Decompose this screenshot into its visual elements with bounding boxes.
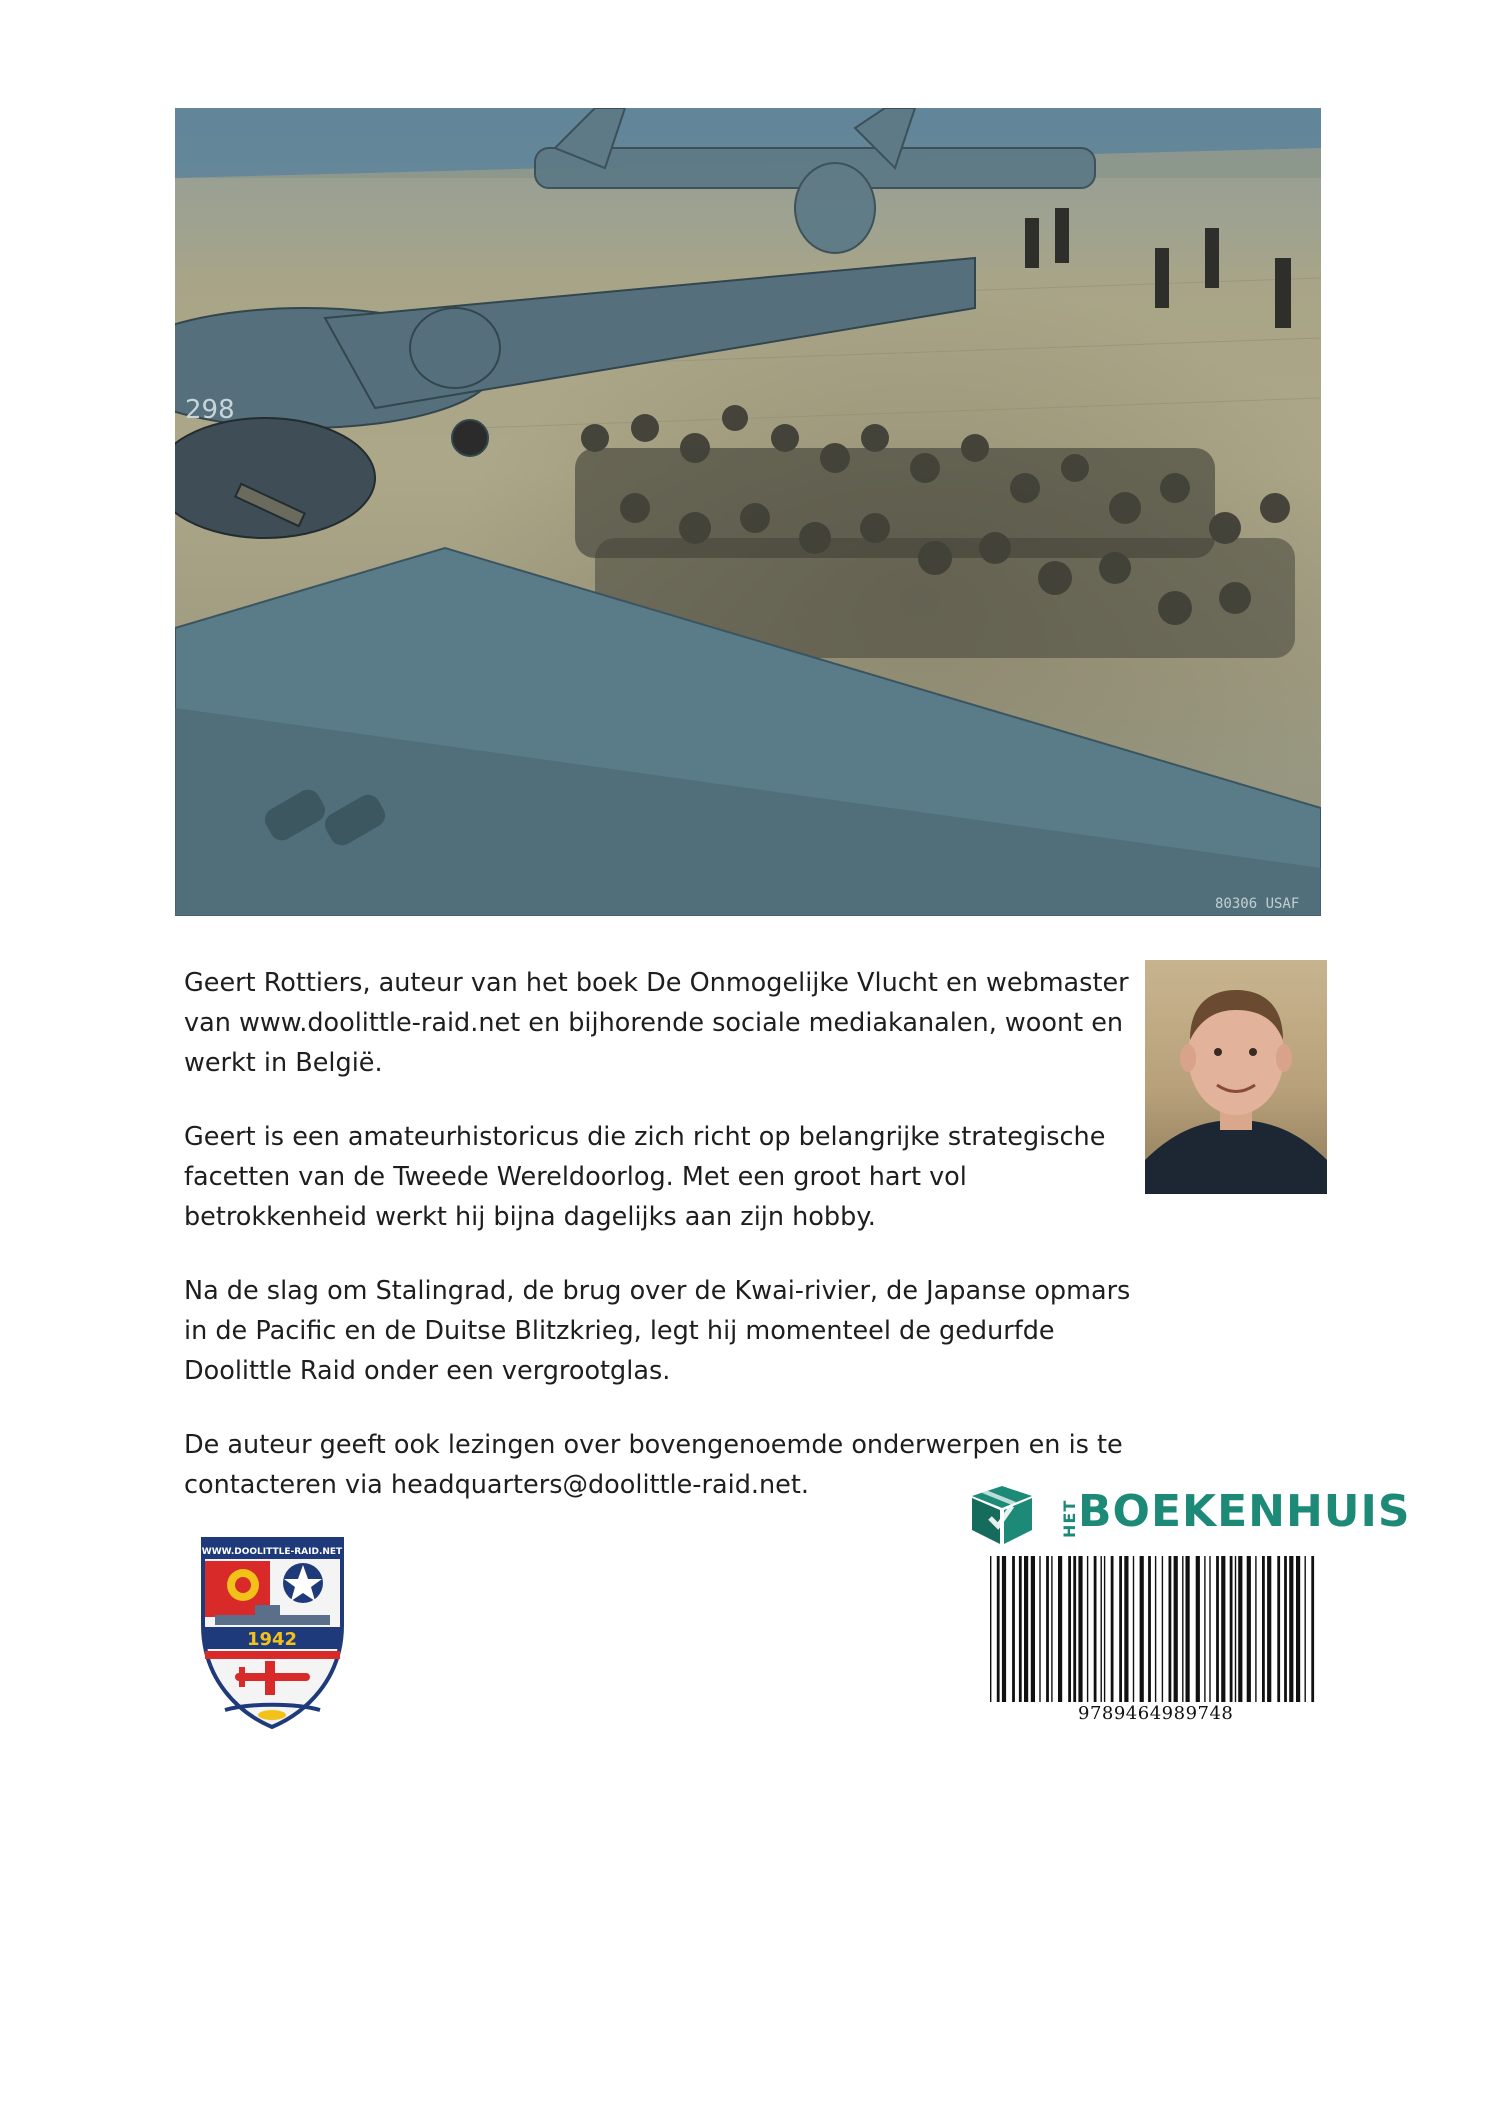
barcode-bar [1216, 1556, 1219, 1702]
barcode-bar [1174, 1556, 1178, 1702]
publisher-logo [968, 1480, 1411, 1550]
badge-year: 1942 [246, 1629, 298, 1650]
author-photo [1145, 960, 1327, 1194]
barcode-bar [1196, 1556, 1200, 1702]
barcode-bar [1039, 1556, 1040, 1702]
barcode-bar [1209, 1556, 1210, 1702]
barcode-bar [1267, 1556, 1271, 1702]
barcode-bar [1101, 1556, 1102, 1702]
barcode-bar [1296, 1556, 1300, 1702]
photo-code: 80306 USAF [1215, 896, 1300, 912]
barcode-bar [1277, 1556, 1280, 1702]
barcode-bar [1311, 1556, 1314, 1702]
box-icon [968, 1480, 1038, 1546]
barcode-bar [1068, 1556, 1071, 1702]
barcode-bar [1078, 1556, 1082, 1702]
barcode-bar [1140, 1556, 1144, 1702]
barcode-bar [1289, 1556, 1293, 1702]
shield-logo-icon [195, 1535, 350, 1730]
aircraft-carrier-scene [175, 108, 1321, 916]
barcode-bar [1133, 1556, 1134, 1702]
barcode-bar [1073, 1556, 1076, 1702]
barcode-bar [1238, 1556, 1242, 1702]
barcode-bar [1104, 1556, 1105, 1702]
barcode-bar [1182, 1556, 1183, 1702]
barcode-bar [1262, 1556, 1265, 1702]
isbn-number: 9789464989748 [1078, 1703, 1234, 1724]
barcode-bar [1148, 1556, 1151, 1702]
author-portrait [1145, 960, 1327, 1194]
barcode-bar [1204, 1556, 1205, 1702]
barcode-bar [1305, 1556, 1306, 1702]
barcode-bar [1119, 1556, 1122, 1702]
barcode-bar [1111, 1556, 1114, 1702]
bio-paragraph-2: Geert is een amateurhistoricus die zich richt op belangrijke strategische facetten van de Tweede Wereldoorlog. Met een groot hart vol betrokkenheid werkt hij bijna dagelijks aan zijn hobby. [184, 1122, 1106, 1232]
barcode-bar [1058, 1556, 1062, 1702]
barcode-bar [1094, 1556, 1097, 1702]
barcode-bar [1235, 1556, 1236, 1702]
barcode-bar [1031, 1556, 1035, 1702]
barcode-bar [1255, 1556, 1256, 1702]
barcode-bar [1124, 1556, 1128, 1702]
barcode-bar [997, 1556, 1000, 1702]
badge-url: WWW.DOOLITTLE-RAID.NET [201, 1547, 343, 1557]
tail-number: 298 [185, 395, 235, 425]
bio-paragraph-4: De auteur geeft ook lezingen over bovengenoemde onderwerpen en is te contacteren via headquarters@doolittle-raid.net. [184, 1430, 1123, 1500]
barcode-bar [1087, 1556, 1088, 1702]
barcode [988, 1556, 1324, 1702]
publisher-prefix: HET [1060, 1499, 1079, 1538]
publisher-name: BOEKENHUIS [1078, 1486, 1411, 1537]
barcode-bar [1012, 1556, 1015, 1702]
barcode-bar [1051, 1556, 1052, 1702]
barcode-bar [1155, 1556, 1156, 1702]
cover-photo [175, 108, 1321, 916]
author-bio [184, 963, 1134, 1539]
barcode-bar [1002, 1556, 1006, 1702]
barcode-bar [1019, 1556, 1022, 1702]
barcode-bar [1247, 1556, 1251, 1702]
barcode-bar [1024, 1556, 1028, 1702]
barcode-bar [990, 1556, 991, 1702]
bio-paragraph-1: Geert Rottiers, auteur van het boek De Onmogelijke Vlucht en webmaster van www.doolittle-raid.net en bijhorende sociale mediakanalen, woont en werkt in België. [184, 968, 1129, 1078]
barcode-bar [1186, 1556, 1190, 1702]
bio-paragraph-3: Na de slag om Stalingrad, de brug over de Kwai-rivier, de Japanse opmars in de Pacific en de Duitse Blitzkrieg, legt hij momenteel de gedurfde Doolittle Raid onder een vergrootglas. [184, 1276, 1131, 1386]
barcode-bar [1221, 1556, 1225, 1702]
barcode-bar [1284, 1556, 1287, 1702]
barcode-bar [1162, 1556, 1163, 1702]
doolittle-raid-badge [195, 1535, 350, 1730]
barcode-bar [1046, 1556, 1049, 1702]
barcode-bar [1230, 1556, 1233, 1702]
barcode-bar [1169, 1556, 1172, 1702]
